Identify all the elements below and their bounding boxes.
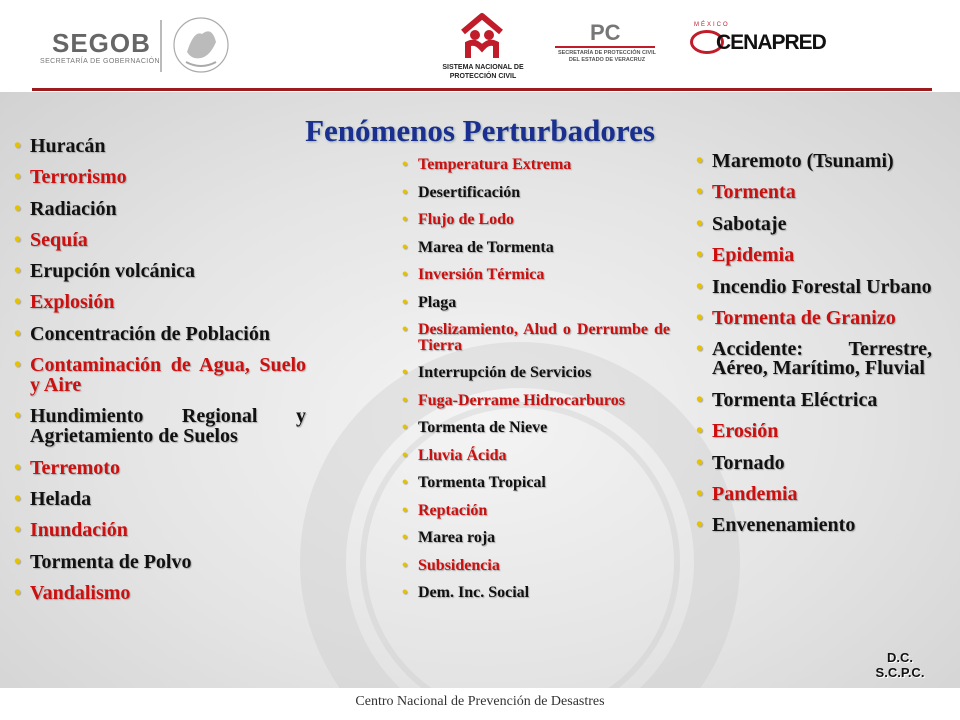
hazard-item: • Deslizamiento, Alud o Derrumbe de Tierra: [402, 322, 670, 353]
hazard-item: • Vandalismo: [14, 583, 306, 603]
hazard-item: • Marea roja: [402, 530, 670, 546]
hazard-item: • Tormenta: [696, 183, 932, 202]
slide-title: Fenómenos Perturbadores: [305, 113, 655, 148]
hazard-item: • Pandemia: [696, 485, 932, 504]
hazard-item: • Huracán: [14, 136, 306, 156]
header-rule: [32, 88, 932, 91]
hazard-list-middle: [402, 157, 670, 613]
hazard-item: • Tormenta de Nieve: [402, 420, 670, 436]
hazard-item: • Terremoto: [14, 458, 306, 478]
hazard-item: • Erupción volcánica: [14, 261, 306, 281]
hazard-item: • Envenenamiento: [696, 516, 932, 535]
mexican-seal-icon: [172, 12, 230, 78]
hazard-item: • Lluvia Ácida: [402, 448, 670, 464]
author-signature: [860, 650, 940, 680]
hazard-item: • Marea de Tormenta: [402, 240, 670, 256]
hazard-item: • Subsidencia: [402, 558, 670, 574]
hazard-list-left: [14, 136, 306, 614]
hazard-item: • Accidente: Terrestre, Aéreo, Marítimo, Fluvial: [696, 340, 932, 378]
hazard-item: • Tormenta de Polvo: [14, 552, 306, 572]
segob-divider: [160, 20, 162, 72]
hazard-item: • Interrupción de Servicios: [402, 365, 670, 381]
hazard-item: • Helada: [14, 489, 306, 509]
hazard-item: • Plaga: [402, 295, 670, 311]
segob-subtitle: SECRETARÍA DE GOBERNACIÓN: [40, 58, 160, 65]
hazard-item: • Inversión Térmica: [402, 267, 670, 283]
pc-line1: SECRETARÍA DE PROTECCIÓN CIVIL: [557, 50, 657, 56]
protection-civil-house-icon: [459, 12, 505, 60]
hazard-item: • Radiación: [14, 199, 306, 219]
cenapred-name: CENAPRED: [716, 31, 826, 54]
hazard-item: • Concentración de Población: [14, 324, 306, 344]
segob-name: SEGOB: [52, 28, 151, 58]
hazard-item: • Maremoto (Tsunami): [696, 152, 932, 171]
header-bar: [0, 0, 960, 88]
hazard-item: • Temperatura Extrema: [402, 157, 670, 173]
pc-red-line: [555, 46, 655, 48]
hazard-item: • Tormenta Eléctrica: [696, 391, 932, 410]
hazard-item: • Sequía: [14, 230, 306, 250]
sinaproc-line2: PROTECCIÓN CIVIL: [449, 73, 517, 80]
hazard-item: • Tormenta de Granizo: [696, 309, 932, 328]
hazard-item: • Contaminación de Agua, Suelo y Aire: [14, 355, 306, 395]
sinaproc-line1: SISTEMA NACIONAL DE: [442, 64, 524, 71]
hazard-item: • Tormenta Tropical: [402, 475, 670, 491]
hazard-item: • Terrorismo: [14, 167, 306, 187]
hazard-item: • Epidemia: [696, 246, 932, 265]
hazard-item: • Hundimiento Regional y Agrietamiento de Suelos: [14, 406, 306, 446]
hazard-item: • Fuga-Derrame Hidrocarburos: [402, 393, 670, 409]
hazard-item: • Incendio Forestal Urbano: [696, 278, 932, 297]
pc-line2: DEL ESTADO DE VERACRUZ: [568, 57, 646, 63]
hazard-item: • Tornado: [696, 454, 932, 473]
signature-line2: S.C.P.C.: [875, 665, 925, 680]
hazard-list-right: [696, 152, 932, 548]
hazard-item: • Reptación: [402, 503, 670, 519]
hazard-item: • Dem. Inc. Social: [402, 585, 670, 601]
hazard-item: • Inundación: [14, 520, 306, 540]
pc-name: PC: [590, 20, 621, 45]
hazard-item: • Erosión: [696, 422, 932, 441]
signature-line1: D.C.: [887, 650, 913, 665]
cenapred-small: MÉXICO: [694, 22, 730, 28]
hazard-item: • Flujo de Lodo: [402, 212, 670, 228]
hazard-item: • Sabotaje: [696, 215, 932, 234]
hazard-item: • Desertificación: [402, 185, 670, 201]
footer-text: Centro Nacional de Prevención de Desastres: [355, 694, 605, 709]
hazard-item: • Explosión: [14, 292, 306, 312]
